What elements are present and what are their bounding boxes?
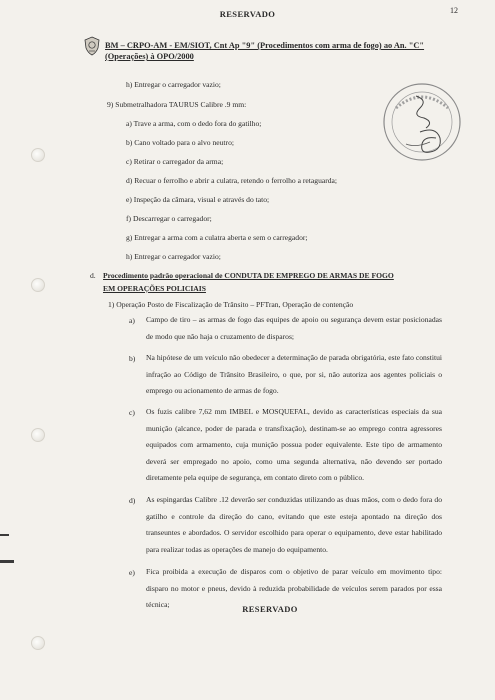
footer-classification: RESERVADO (242, 604, 298, 614)
item-letter: e) (129, 568, 135, 577)
crest-icon (84, 36, 100, 56)
list-item: a) Trave a arma, com o dedo fora do gatilho; (126, 119, 262, 128)
edge-mark (0, 560, 14, 563)
paragraph: Os fuzis calibre 7,62 mm IMBEL e MOSQUEFAL, devido as características especiais da sua munição (alcance, poder de parada e transfixação), destinam-se ao emprego contra agressores equipados com armamento, cuja munição possua poder equivalente. Este tipo de armamento deverá ser empregado no apoio, como uma segunda alternativa, não devendo ser portado diretamente pela equipe de segurança, em contato direto com o público. (146, 407, 442, 482)
item-letter: c) (129, 408, 135, 417)
list-item: h) Entregar o carregador vazio; (126, 252, 221, 261)
list-item: g) Entregar a arma com a culatra aberta e sem o carregador; (126, 233, 308, 242)
section-heading: 9) Submetralhadora TAURUS Calibre .9 mm: (107, 100, 247, 109)
punch-hole (31, 278, 45, 292)
edge-mark (0, 534, 9, 536)
paragraph: As espingardas Calibre .12 deverão ser conduzidas utilizando as duas mãos, com o dedo fora do gatilho e controle da direção do cano, evitando que este esteja apontado na direção dos transeuntes e abordados. O servidor escolhido para operar o equipamento, deve estar habilitado para realizar todas as operações de manejo do equipamento. (146, 495, 442, 554)
list-item: b) Cano voltado para o alvo neutro; (126, 138, 234, 147)
header-classification: RESERVADO (219, 9, 276, 19)
official-stamp-signature (376, 78, 468, 170)
section-title-line1: Procedimento padrão operacional de CONDUTA DE EMPREGO DE ARMAS DE FOGO (103, 271, 394, 280)
page-number: 12 (450, 6, 458, 15)
section-title-line2: EM OPERAÇÕES POLICIAIS (103, 284, 206, 293)
header-title-line2: (Operações) à OPO/2000 (105, 52, 194, 61)
list-item: e) Inspeção da câmara, visual e através do tato; (126, 195, 270, 204)
item-letter: a) (129, 316, 135, 325)
list-item: d) Recuar o ferrolho e abrir a culatra, retendo o ferrolho a retaguarda; (126, 176, 338, 185)
list-item: c) Retirar o carregador da arma; (126, 157, 224, 166)
section-letter: d. (90, 271, 96, 280)
paragraph: Fica proibida a execução de disparos com o objetivo de parar veículo em movimento tipo: disparo no motor e pneus, devido à reduzida probabilidade de veículos serem parados por essa técnica; (146, 567, 442, 609)
paragraph: Na hipótese de um veículo não obedecer a determinação de parada obrigatória, este fato constitui infração ao Código de Trânsito Brasileiro, o que, por si, não autoriza aos agentes policiais o emprego ou acionamento de armas de fogo. (146, 353, 442, 395)
punch-hole (31, 636, 45, 650)
subsection-heading: 1) Operação Posto de Fiscalização de Trânsito – PFTran, Operação de contenção (108, 300, 354, 309)
list-item: f) Descarregar o carregador; (126, 214, 212, 223)
punch-hole (31, 428, 45, 442)
header-title-line1: BM – CRPO-AM - EM/SIOT, Cnt Ap "9" (Procedimentos com arma de fogo) ao An. "C" (105, 41, 425, 50)
list-item: h) Entregar o carregador vazio; (126, 80, 221, 89)
paragraph: Campo de tiro – as armas de fogo das equipes de apoio ou segurança devem estar posicionadas de modo que não haja o cruzamento de disparos; (146, 315, 442, 341)
item-letter: d) (129, 496, 136, 505)
item-letter: b) (129, 354, 136, 363)
punch-hole (31, 148, 45, 162)
